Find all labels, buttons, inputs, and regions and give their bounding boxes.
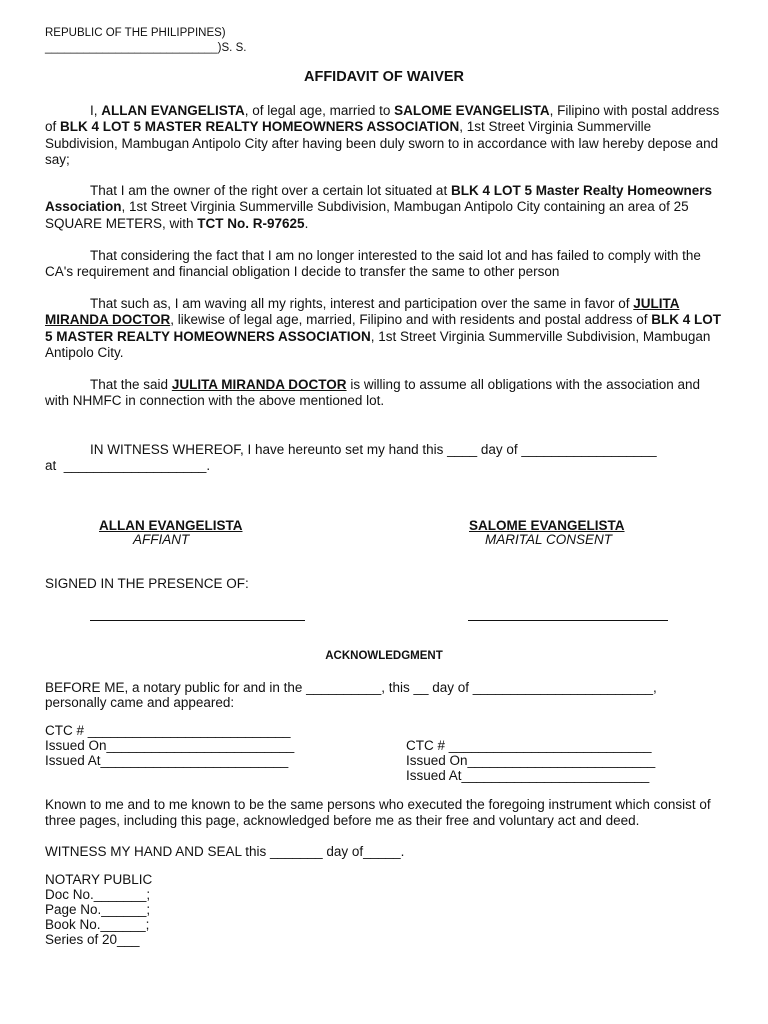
witness-line-1: IN WITNESS WHEREOF, I have hereunto set my hand this ____ day of __________________: [90, 442, 657, 457]
venue-line-2: ___________________________)S. S.: [45, 42, 247, 54]
p2-text-1: That I am the owner of the right over a certain lot situated at: [90, 183, 451, 198]
signed-in-presence-label: SIGNED IN THE PRESENCE OF:: [45, 576, 249, 591]
series-year: Series of 20___: [45, 932, 140, 947]
venue-line-1: REPUBLIC OF THE PHILIPPINES): [45, 27, 226, 39]
left-ctc: CTC # ___________________________: [45, 723, 291, 738]
p5-text-2: is willing to assume all obligations with the association and with NHMFC in connection with the above mentioned lot.: [45, 377, 701, 409]
p1-text-4: , 1st Street Virginia Summerville Subdivision, Mambugan Antipolo City after having been duly sworn to in accordance with law hereby depose and say;: [45, 119, 719, 167]
witness-signature-line-left: [90, 620, 305, 621]
known-to-me-paragraph: Known to me and to me known to be the same persons who executed the foregoing instrument which consist of three pages, including this page, acknowledged before me as their free and voluntary act and deed.: [45, 797, 711, 829]
tct-number: TCT No. R-97625: [197, 215, 305, 231]
p2-text-2: , 1st Street Virginia Summerville Subdivision, Mambugan Antipolo City containing an area of 25 SQUARE METERS, with: [45, 199, 689, 231]
doc-number: Doc No._______;: [45, 887, 151, 902]
spouse-signature-name: SALOME EVANGELISTA: [469, 518, 625, 533]
spouse-name: SALOME EVANGELISTA: [394, 103, 550, 118]
affiant-role: AFFIANT: [133, 532, 190, 547]
transferee-name-2: JULITA MIRANDA DOCTOR: [171, 377, 347, 392]
before-me-line-1: BEFORE ME, a notary public for and in the __________, this __ day of ________________________,: [45, 680, 657, 695]
p3-text-1: That considering the fact that I am no longer interested to the said lot and has failed to comply with the CA's requirement and financial obligation I decide to transfer the same to other person: [45, 248, 701, 280]
affiant-address: BLK 4 LOT 5 MASTER REALTY HOMEOWNERS ASSOCIATION: [60, 119, 460, 135]
transferee-address: BLK 4 LOT 5 MASTER REALTY HOMEOWNERS ASSOCIATION: [45, 312, 722, 344]
right-issued-at: Issued At_________________________: [406, 768, 650, 783]
p4-text-2: , likewise of legal age, married, Filipino and with residents and postal address of: [170, 312, 652, 328]
book-number: Book No.______;: [45, 917, 150, 932]
spouse-role: MARITAL CONSENT: [485, 532, 613, 547]
witness-line-2: at ___________________.: [45, 458, 211, 473]
witness-signature-line-right: [468, 620, 668, 621]
p5-text-1: That the said: [90, 377, 172, 392]
p1-text-2: , of legal age, married to: [244, 103, 395, 118]
paragraph-2: [45, 183, 725, 232]
right-ctc: CTC # ___________________________: [406, 738, 652, 753]
affiant-signature-name: ALLAN EVANGELISTA: [99, 518, 243, 533]
paragraph-1: [45, 103, 725, 168]
page-number: Page No.______;: [45, 902, 151, 917]
transferee-name: JULITA MIRANDA DOCTOR: [45, 296, 680, 328]
p4-text-3: , 1st Street Virginia Summerville Subdivision, Mambugan Antipolo City.: [45, 328, 711, 360]
witness-hand-seal: WITNESS MY HAND AND SEAL this _______ day of_____.: [45, 844, 405, 859]
before-me-line-2: personally came and appeared:: [45, 695, 235, 710]
p4-text-1: That such as, I am waving all my rights, interest and participation over the same in favor of: [90, 296, 634, 311]
paragraph-3: [45, 248, 725, 281]
right-issued-on: Issued On_________________________: [406, 753, 656, 768]
p2-text-3: .: [304, 215, 309, 231]
document-title: AFFIDAVIT OF WAIVER: [303, 69, 465, 85]
acknowledgment-title: ACKNOWLEDGMENT: [325, 650, 443, 662]
left-issued-at: Issued At_________________________: [45, 753, 289, 768]
affiant-name: ALLAN EVANGELISTA: [101, 103, 245, 118]
left-issued-on: Issued On_________________________: [45, 738, 295, 753]
p1-text-1: I,: [90, 103, 102, 118]
lot-description: BLK 4 LOT 5 Master Realty Homeowners Association: [45, 183, 713, 215]
notary-public-label: NOTARY PUBLIC: [45, 872, 153, 887]
p1-text-3: , Filipino with postal address of: [45, 103, 720, 135]
paragraph-4: [45, 296, 725, 361]
paragraph-5: [45, 377, 725, 410]
